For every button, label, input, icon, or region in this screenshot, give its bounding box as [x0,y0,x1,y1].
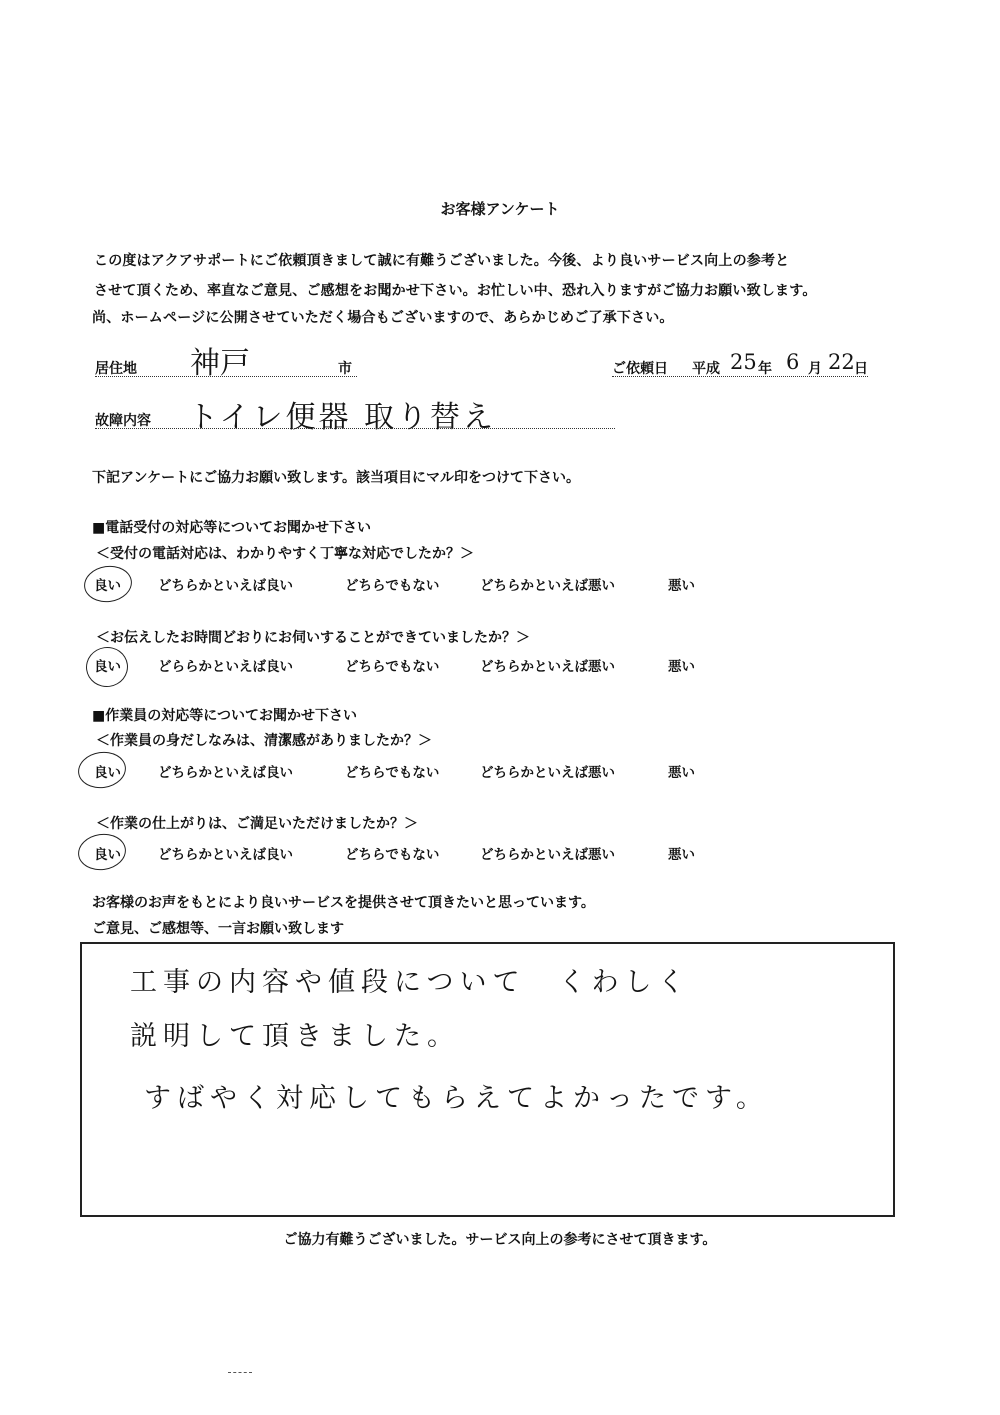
comment-box[interactable] [80,942,895,1217]
instruction-text: 下記アンケートにご協力お願い致します。該当項目にマル印をつけて下さい。 [92,470,581,486]
footer-text: ご協力有難うございました。サービス向上の参考にさせて頂きます。 [283,1232,717,1248]
residence-field[interactable]: 神戸 [190,346,250,381]
issue-underline [95,428,615,429]
option-good[interactable]: 良い [94,765,121,781]
selection-circle [76,831,129,873]
option-good[interactable]: 良い [94,578,121,594]
option-neutral[interactable]: どちらでもない [345,765,440,781]
option-somewhat-good[interactable]: どららかといえば良い [158,659,293,675]
day-field[interactable]: 22 [828,350,855,374]
date-underline [612,376,868,377]
option-somewhat-good[interactable]: どちらかといえば良い [158,765,293,781]
residence-label: 居住地 [95,361,137,377]
selection-circle [82,563,135,605]
option-somewhat-bad[interactable]: どちらかといえば悪い [480,765,615,781]
option-somewhat-bad[interactable]: どちらかといえば悪い [480,847,615,863]
comment-line: 説明して頂きました。 [130,1021,460,1052]
section-phone-header: ■電話受付の対応等についてお聞かせ下さい [92,520,371,536]
question-appearance: ＜作業員の身だしなみは、清潔感がありましたか？＞ [96,733,432,749]
month-field[interactable]: 6 [786,350,800,374]
residence-underline [95,376,357,377]
intro-line-1: この度はアクアサポートにご依頼頂きまして誠に有難うございました。今後、より良いサービス向上の参考と [94,253,790,269]
question-phone-clarity: ＜受付の電話対応は、わかりやすく丁寧な対応でしたか？＞ [96,546,474,562]
selection-circle [76,749,129,791]
comment-line: 工事の内容や値段について くわしく [130,967,691,998]
option-somewhat-bad[interactable]: どちらかといえば悪い [480,578,615,594]
option-bad[interactable]: 悪い [668,847,695,863]
selection-circle [83,644,130,689]
option-somewhat-bad[interactable]: どちらかといえば悪い [480,659,615,675]
month-suffix: 月 [808,361,822,377]
option-bad[interactable]: 悪い [668,578,695,594]
issue-label: 故障内容 [95,413,151,429]
day-suffix: 日 [854,361,868,377]
option-neutral[interactable]: どちらでもない [345,847,440,863]
option-bad[interactable]: 悪い [668,765,695,781]
option-somewhat-good[interactable]: どちらかといえば良い [158,578,293,594]
intro-line-3: 尚、ホームページに公開させていただく場合もございますので、あらかじめご了承下さい。 [92,310,674,326]
comment-prompt-2: ご意見、ご感想等、一言お願い致します [92,921,344,937]
question-on-time: ＜お伝えしたお時間どおりにお伺いすることができていましたか？＞ [96,630,530,646]
option-bad[interactable]: 悪い [668,659,695,675]
era-label: 平成 [692,361,720,377]
option-somewhat-good[interactable]: どちらかといえば良い [158,847,293,863]
request-date-label: ご依頼日 [612,361,668,377]
option-good[interactable]: 良い [94,847,121,863]
year-field[interactable]: 25 [730,350,757,374]
option-good[interactable]: 良い [94,659,121,675]
question-finish: ＜作業の仕上がりは、ご満足いただけましたか？＞ [96,816,418,832]
intro-line-2: させて頂くため、率直なご意見、ご感想をお聞かせ下さい。お忙しい中、恐れ入りますがご協力お願い致します。 [94,283,817,299]
section-worker-header: ■作業員の対応等についてお聞かせ下さい [92,708,357,724]
city-suffix: 市 [338,361,352,377]
scan-mark [228,1372,252,1373]
page-title: お客様アンケート [440,200,560,218]
option-neutral[interactable]: どちらでもない [345,578,440,594]
year-suffix: 年 [758,361,772,377]
issue-field[interactable]: トイレ便器 取り替え [188,400,497,435]
comment-prompt-1: お客様のお声をもとにより良いサービスを提供させて頂きたいと思っています。 [92,895,595,911]
comment-line: すばやく対応してもらえてよかったです。 [144,1083,769,1114]
option-neutral[interactable]: どちらでもない [345,659,440,675]
